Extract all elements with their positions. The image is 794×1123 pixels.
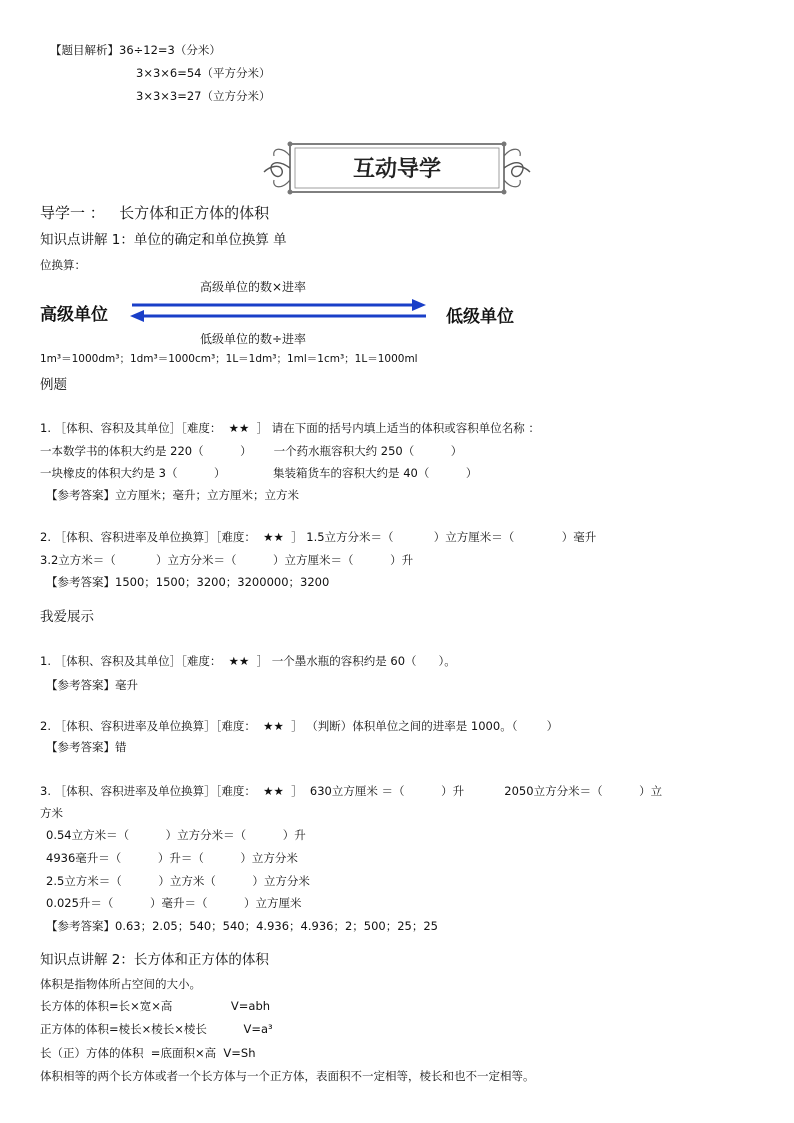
example-q1-a: 一本数学书的体积大约是 220（ ） 一个药水瓶容积大约 250（ ）: [40, 444, 463, 458]
section-banner: [262, 138, 532, 198]
kp2-line-4: 长（正）方体的体积 =底面积×高 V=Sh: [40, 1046, 256, 1060]
example-q1: 1. ［体积、容积及其单位］［难度： ★★ ］ 请在下面的括号内填上适当的体积或容积单位名称 ：: [40, 421, 540, 435]
show-q3-answer: 【参考答案】0.63；2.05；540；540；4.936；4.936；2；500；25；25: [46, 919, 438, 933]
example-q2-answer: 【参考答案】1500；1500；3200；3200000；3200: [46, 575, 330, 589]
analysis-line-2: 3×3×6=54（平方分米）: [136, 66, 271, 80]
example-q1-answer: 【参考答案】立方厘米；毫升；立方厘米；立方米: [46, 488, 299, 502]
kp1-title-cont: 位换算：: [40, 258, 86, 272]
show-q3-e: 2.5立方米＝（ ）立方米（ ）立方分米: [46, 874, 310, 888]
analysis-line-3: 3×3×3=27（立方分米）: [136, 89, 271, 103]
kp2-line-2: 长方体的体积=长×宽×高 V=abh: [40, 999, 271, 1013]
show-q2-answer: 【参考答案】错: [46, 740, 127, 754]
example-heading: 例题: [40, 377, 67, 393]
kp2-title: 知识点讲解 2：长方体和正方体的体积: [40, 952, 269, 968]
analysis-line-1: 【题目解析】36÷12=3（分米）: [50, 43, 221, 57]
low-unit-label: 低级单位: [446, 307, 514, 327]
kp2-line-1: 体积是指物体所占空间的大小。: [40, 977, 201, 991]
conversion-top-label: 高级单位的数×进率: [200, 280, 307, 294]
example-q2-b: 3.2立方米＝（ ）立方分米＝（ ）立方厘米＝（ ）升: [40, 553, 414, 567]
arrow-right-icon: [412, 299, 426, 311]
conversion-arrows: [128, 296, 430, 326]
show-heading: 我爱展示: [40, 609, 94, 625]
show-q3-f: 0.025升＝（ ）毫升＝（ ）立方厘米: [46, 896, 302, 910]
banner-title: 互动导学: [352, 156, 441, 182]
example-q1-b: 一块橡皮的体积大约是 3（ ） 集装箱货车的容积大约是 40（ ）: [40, 466, 478, 480]
show-q3-d: 4936毫升＝（ ）升＝（ ）立方分米: [46, 851, 298, 865]
show-q3-b: 方米: [40, 806, 63, 820]
show-q1-answer: 【参考答案】毫升: [46, 678, 138, 692]
arrow-left-icon: [130, 310, 144, 322]
high-unit-label: 高级单位: [40, 305, 108, 325]
show-q1: 1. ［体积、容积及其单位］［难度： ★★ ］ 一个墨水瓶的容积约是 60（ ）。: [40, 654, 456, 668]
show-q3: 3. ［体积、容积进率及单位换算］［难度： ★★ ］ 630立方厘米 ＝（ ）升 2050立方分米＝（ ）立: [40, 784, 663, 798]
example-q2: 2. ［体积、容积进率及单位换算］［难度： ★★ ］ 1.5立方分米＝（ ）立方厘米＝（ ）毫升: [40, 530, 597, 544]
conversion-bottom-label: 低级单位的数÷进率: [200, 332, 307, 346]
unit-formula: 1m³＝1000dm³；1dm³＝1000cm³；1L＝1dm³；1ml＝1cm³；1L＝1000ml: [40, 353, 418, 365]
show-q2: 2. ［体积、容积进率及单位换算］［难度： ★★ ］ （判断）体积单位之间的进率是 1000。（ ）: [40, 719, 559, 733]
kp2-line-5: 体积相等的两个长方体或者一个长方体与一个正方体，表面积不一定相等，棱长和也不一定相等。: [40, 1069, 535, 1083]
guide-title: 导学一 ： 长方体和正方体的体积: [40, 204, 270, 222]
kp2-line-3: 正方体的体积=棱长×棱长×棱长 V=a³: [40, 1022, 273, 1036]
kp1-title: 知识点讲解 1：单位的确定和单位换算 单: [40, 232, 287, 248]
show-q3-c: 0.54立方米＝（ ）立方分米＝（ ）升: [46, 828, 306, 842]
